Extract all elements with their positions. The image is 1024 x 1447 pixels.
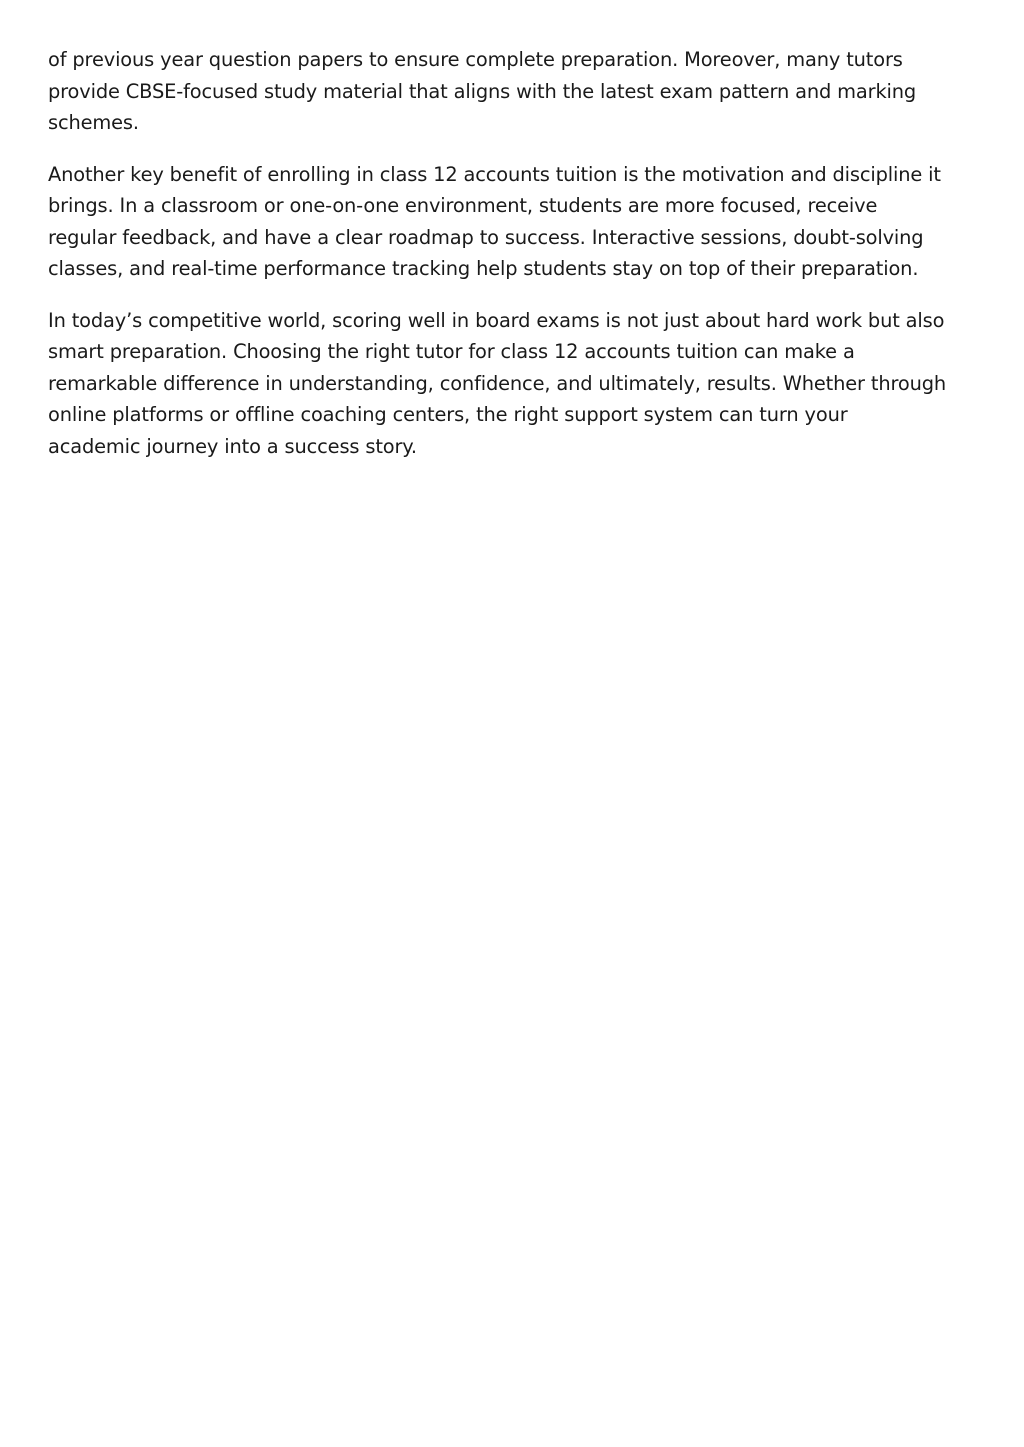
text-line: smart preparation. Choosing the right tutor for class 12 accounts tuition can make a (48, 340, 855, 363)
text-line: remarkable difference in understanding, confidence, and ultimately, results. Whether through (48, 371, 947, 395)
text-line: academic journey into a success story. (48, 434, 417, 458)
text-line: online platforms or offline coaching centers, the right support system can turn your (48, 403, 848, 426)
text-line: Another key benefit of enrolling in class 12 accounts tuition is the motivation and discipline it (48, 162, 941, 186)
text-line: brings. In a classroom or one-on-one environment, students are more focused, receive (48, 194, 878, 217)
text-line: regular feedback, and have a clear roadmap to success. Interactive sessions, doubt-solving (48, 225, 924, 249)
text-line: classes, and real-time performance tracking help students stay on top of their preparation. (48, 257, 919, 280)
paragraph-motivation (48, 159, 983, 285)
text-line: of previous year question papers to ensure complete preparation. Moreover, many tutors (48, 48, 903, 71)
text-line: In today’s competitive world, scoring well in board exams is not just about hard work but also (48, 308, 945, 332)
text-line: schemes. (48, 111, 139, 134)
paragraph-previous-papers (48, 44, 983, 139)
paragraph-conclusion (48, 305, 983, 463)
text-line: provide CBSE-focused study material that aligns with the latest exam pattern and marking (48, 79, 917, 103)
document-page (48, 44, 983, 482)
